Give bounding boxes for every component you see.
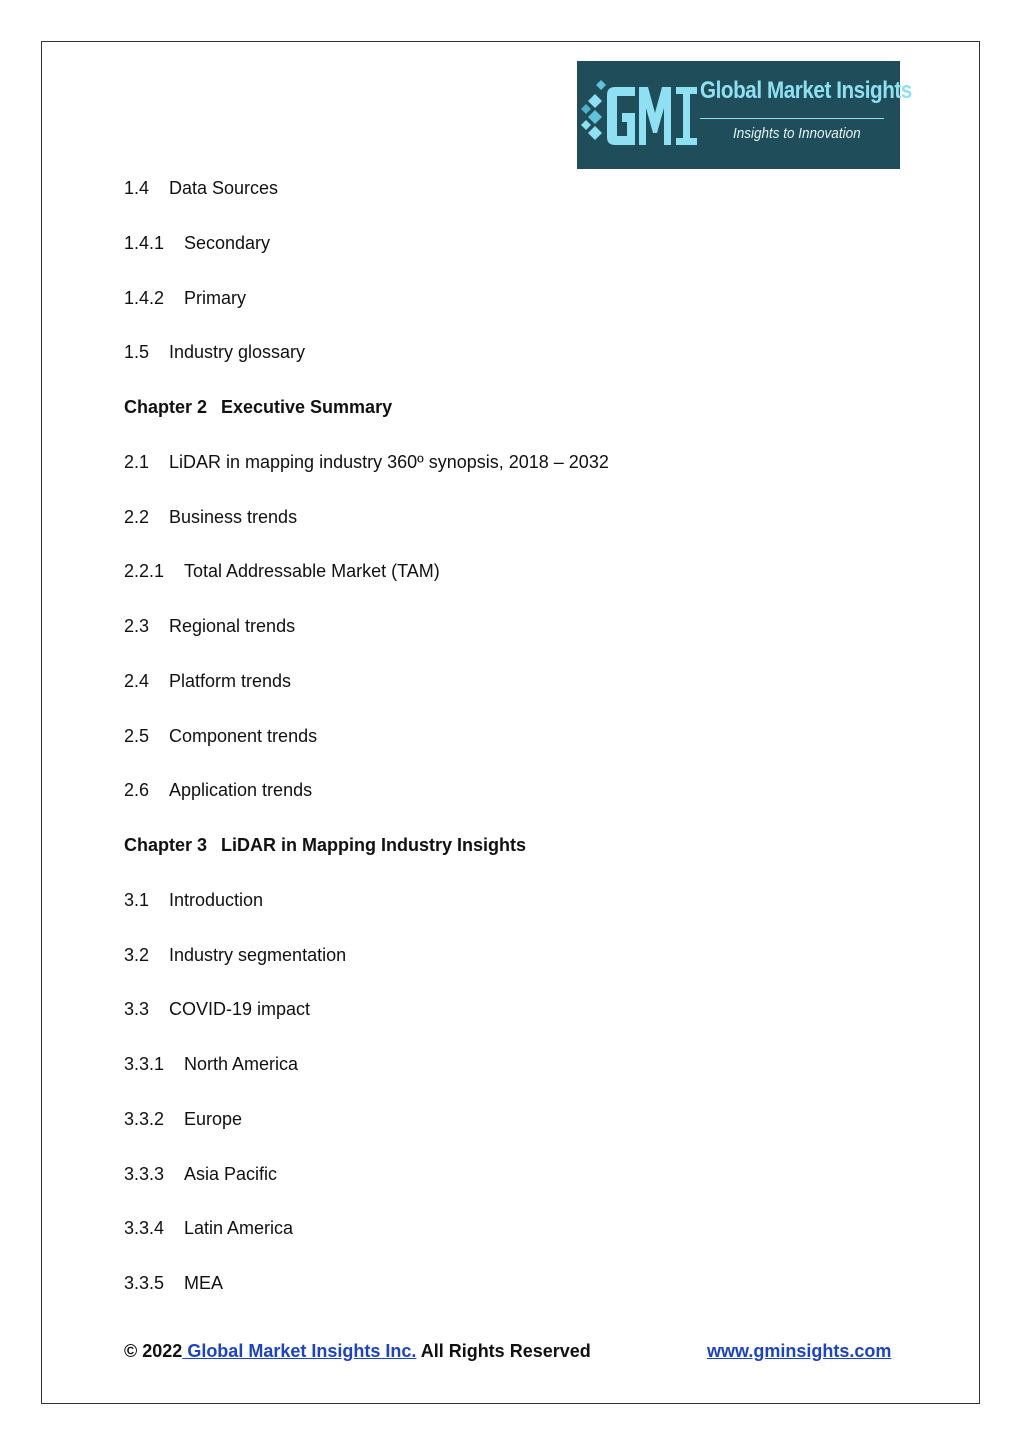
toc-entry [124, 725, 317, 747]
toc-number: 1.4.2 [124, 287, 165, 308]
toc-entry [124, 1272, 223, 1294]
footer-copyright: © 2022 [124, 1341, 183, 1361]
toc-number: 2.6 [124, 780, 150, 801]
toc-entry [124, 670, 291, 692]
toc-title: Introduction [169, 889, 264, 910]
toc-entry [124, 177, 278, 199]
toc-title: Asia Pacific [184, 1163, 278, 1184]
logo-tagline: Insights to Innovation [733, 125, 861, 142]
toc-number: 2.5 [124, 725, 150, 746]
logo-divider [700, 118, 884, 119]
toc-entry [124, 232, 270, 254]
toc-number: 2.2.1 [124, 561, 165, 582]
toc-number: 1.5 [124, 342, 150, 363]
toc-number: 2.2 [124, 506, 150, 527]
toc-entry [124, 560, 440, 582]
toc-title: Data Sources [169, 178, 279, 198]
toc-entry [124, 1163, 277, 1185]
toc-number: 3.3.1 [124, 1054, 165, 1074]
toc-entry [124, 451, 609, 473]
toc-title: Business trends [169, 506, 298, 527]
toc-number: 3.1 [124, 889, 150, 910]
toc-number: 3.3.5 [124, 1273, 165, 1293]
toc-title: Industry glossary [169, 342, 306, 363]
toc-number: 3.2 [124, 944, 150, 965]
website-link[interactable]: www.gminsights.com [707, 1341, 892, 1361]
toc-title: Executive Summary [221, 397, 393, 417]
logo-name: Global Market Insights [700, 77, 912, 104]
toc-number: 1.4.1 [124, 232, 165, 253]
toc-number: 3.3.2 [124, 1108, 165, 1129]
toc-title: COVID-19 impact [169, 999, 311, 1020]
toc-title: Regional trends [169, 616, 296, 636]
toc-title: LiDAR in Mapping Industry Insights [221, 835, 526, 855]
toc-title: Application trends [169, 780, 313, 801]
toc-title: Latin America [184, 1218, 294, 1239]
toc-title: Component trends [169, 725, 318, 746]
toc-entry [124, 506, 297, 528]
toc-entry [124, 889, 263, 911]
toc-number: 3.3.3 [124, 1163, 165, 1184]
toc-chapter-heading [124, 396, 392, 418]
toc-entry [124, 1053, 298, 1075]
toc-number: 3.3.4 [124, 1218, 165, 1239]
toc-entry [124, 1108, 242, 1130]
toc-title: Primary [184, 287, 246, 308]
toc-title: Secondary [184, 232, 271, 253]
toc-title: LiDAR in mapping industry 360º synopsis, 2018 – 2032 [169, 451, 609, 472]
toc-title: Platform trends [169, 670, 292, 691]
toc-number: Chapter 3 [124, 835, 208, 855]
toc-number: 2.3 [124, 616, 150, 636]
toc-title: Total Addressable Market (TAM) [184, 561, 440, 582]
toc-entry [124, 341, 305, 363]
toc-entry [124, 779, 312, 801]
footer [124, 1339, 894, 1363]
toc-number: 2.1 [124, 451, 150, 472]
footer-rights: All Rights Reserved [416, 1341, 591, 1361]
toc-entry [124, 944, 346, 966]
toc-entry [124, 998, 310, 1020]
toc-chapter-heading [124, 834, 526, 856]
toc-title: Europe [184, 1108, 243, 1129]
company-link[interactable]: Global Market Insights Inc. [182, 1341, 417, 1361]
toc-number: Chapter 2 [124, 397, 208, 417]
toc-title: Industry segmentation [169, 944, 347, 965]
toc-number: 2.4 [124, 670, 150, 691]
toc-title: North America [184, 1054, 299, 1074]
gmi-logo-mark-icon [577, 61, 700, 169]
toc-title: MEA [184, 1273, 224, 1293]
toc-entry [124, 287, 246, 309]
toc-number: 3.3 [124, 999, 150, 1020]
toc-number: 1.4 [124, 178, 150, 198]
gmi-logo [577, 61, 912, 169]
toc-entry [124, 1217, 293, 1239]
toc-entry [124, 615, 295, 637]
